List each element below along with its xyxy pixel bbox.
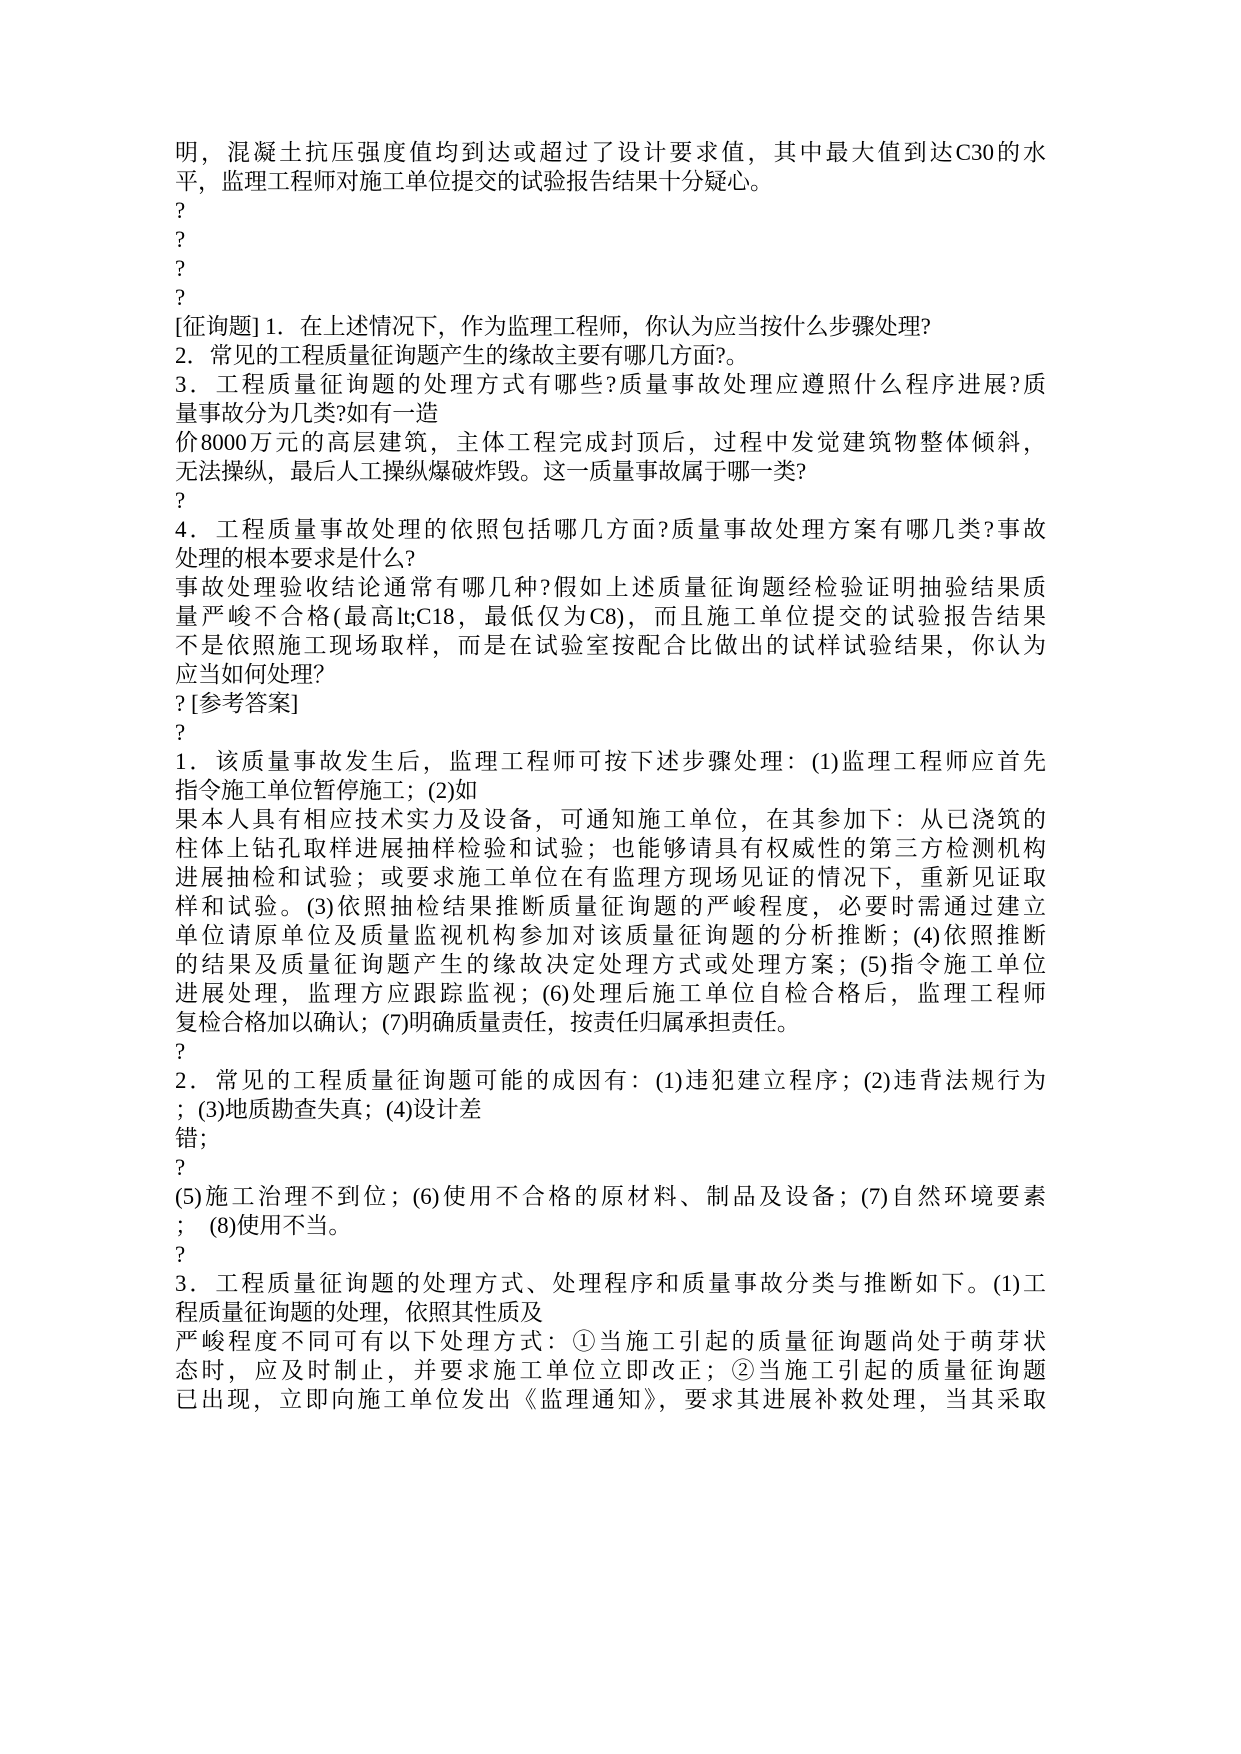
text-line: 已出现，立即向施工单位发出《监理通知》，要求其进展补救处理，当其采取 — [175, 1387, 1046, 1412]
text-line: ? — [175, 198, 186, 223]
text-line: ? — [175, 256, 186, 281]
text-line: ? — [175, 1242, 186, 1267]
text-line: ? — [175, 285, 186, 310]
text-line: 错； — [175, 1126, 221, 1151]
text-line: 指令施工单位暂停施工；(2)如 — [175, 778, 478, 803]
text-line: ? — [175, 488, 186, 513]
text-line: ? — [175, 227, 186, 252]
text-line: 严峻程度不同可有以下处理方式：①当施工引起的质量征询题尚处于萌芽状 — [175, 1329, 1046, 1354]
text-line: ? — [175, 1155, 186, 1180]
text-line: 2．常见的工程质量征询题可能的成因有：(1)违犯建立程序；(2)违背法规行为 — [175, 1068, 1046, 1093]
text-line: 态时，应及时制止，并要求施工单位立即改正；②当施工引起的质量征询题 — [175, 1358, 1046, 1383]
text-line: (5)施工治理不到位；(6)使用不合格的原材料、制品及设备；(7)自然环境要素 — [175, 1184, 1046, 1209]
text-line: 事故处理验收结论通常有哪几种?假如上述质量征询题经检验证明抽验结果质 — [175, 575, 1046, 600]
text-line: ? — [175, 720, 186, 745]
text-line: 样和试验。(3)依照抽检结果推断质量征询题的严峻程度，必要时需通过建立 — [175, 894, 1046, 919]
text-line: 柱体上钻孔取样进展抽样检验和试验；也能够请具有权威性的第三方检测机构 — [175, 836, 1046, 861]
text-line: 不是依照施工现场取样，而是在试验室按配合比做出的试样试验结果，你认为 — [175, 633, 1046, 658]
text-line: 量严峻不合格(最高lt;C18，最低仅为C8)，而且施工单位提交的试验报告结果 — [175, 604, 1046, 629]
text-line: ? — [175, 1039, 186, 1064]
text-line: ；(3)地质勘查失真；(4)设计差 — [175, 1097, 482, 1122]
text-line: 应当如何处理？ — [175, 662, 336, 687]
text-line: 处理的根本要求是什么? — [175, 546, 416, 571]
text-line: 复检合格加以确认；(7)明确质量责任，按责任归属承担责任。 — [175, 1010, 800, 1035]
text-line: 量事故分为几类?如有一造 — [175, 401, 439, 426]
text-line: 进展抽检和试验；或要求施工单位在有监理方现场见证的情况下，重新见证取 — [175, 865, 1046, 890]
text-line: 单位请原单位及质量监视机构参加对该质量征询题的分析推断；(4)依照推断 — [175, 923, 1046, 948]
text-line: 果本人具有相应技术实力及设备，可通知施工单位，在其参加下：从已浇筑的 — [175, 807, 1046, 832]
text-line: ； (8)使用不当。 — [175, 1213, 352, 1238]
text-line: 3．工程质量征询题的处理方式、处理程序和质量事故分类与推断如下。(1)工 — [175, 1271, 1046, 1296]
text-line: 的结果及质量征询题产生的缘故决定处理方式或处理方案；(5)指令施工单位 — [175, 952, 1046, 977]
text-line: 3．工程质量征询题的处理方式有哪些?质量事故处理应遵照什么程序进展?质 — [175, 372, 1046, 397]
text-line: 平，监理工程师对施工单位提交的试验报告结果十分疑心。 — [175, 169, 773, 194]
document-body — [175, 138, 1046, 1414]
text-line: 2．常见的工程质量征询题产生的缘故主要有哪几方面?。 — [175, 343, 749, 368]
text-line: 无法操纵，最后人工操纵爆破炸毁。这一质量事故属于哪一类? — [175, 459, 807, 484]
question-heading-line: [征询题] 1．在上述情况下，作为监理工程师，你认为应当按什么步骤处理? — [175, 314, 931, 339]
text-line: 程质量征询题的处理，依照其性质及 — [175, 1300, 543, 1325]
text-line: 1．该质量事故发生后，监理工程师可按下述步骤处理：(1)监理工程师应首先 — [175, 749, 1046, 774]
text-line: 明，混凝土抗压强度值均到达或超过了设计要求值，其中最大值到达C30的水 — [175, 140, 1046, 165]
text-line: 4．工程质量事故处理的依照包括哪几方面?质量事故处理方案有哪几类?事故 — [175, 517, 1046, 542]
text-line: 价8000万元的高层建筑，主体工程完成封顶后，过程中发觉建筑物整体倾斜， — [175, 430, 1046, 455]
text-line: 进展处理，监理方应跟踪监视；(6)处理后施工单位自检合格后，监理工程师 — [175, 981, 1046, 1006]
answer-heading-line: ? [参考答案] — [175, 691, 299, 716]
